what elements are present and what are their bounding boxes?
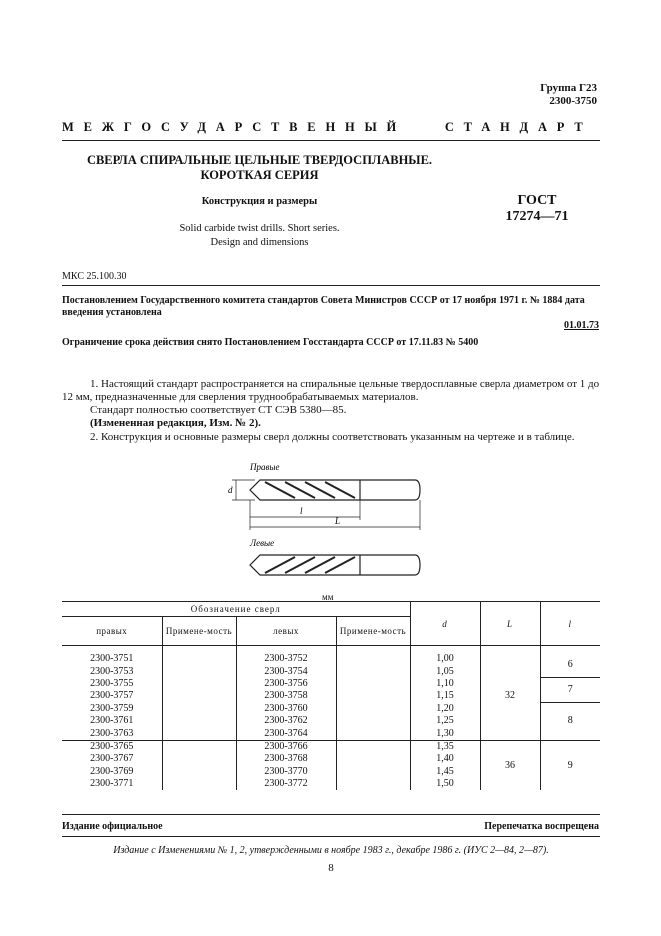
cell-L-32: 32 <box>480 653 540 740</box>
paragraph-1: 1. Настоящий стандарт распространяется на спиральные цельные твердосплавные сверла диаметром от 1 до 12 мм, предназначенные для сверления труднообрабатываемых материалов. <box>62 378 600 403</box>
cell-right: 2300-3767 <box>90 753 134 765</box>
cell-right: 2300-3755 <box>90 677 134 689</box>
dim-l-label: l <box>300 506 303 516</box>
page-number: 8 <box>328 862 334 874</box>
cell-d: 1,05 <box>410 665 480 677</box>
col-header-apply1: Примене-мость <box>162 617 236 646</box>
unit-label: мм <box>322 592 334 602</box>
left-drill-figure <box>250 555 420 575</box>
cell-left: 2300-3766 <box>236 740 336 753</box>
cell-right: 2300-3757 <box>90 690 134 702</box>
footer-bottom-divider <box>62 836 600 837</box>
cell-d: 1,35 <box>410 740 480 753</box>
col-header-l: l <box>540 602 600 646</box>
restriction-text: Ограничение срока действия снято Постановлением Госстандарта СССР от 17.11.83 № 5400 <box>62 337 479 348</box>
cell-l-8: 8 <box>540 703 600 741</box>
col-header-apply2: Примене-мость <box>336 617 410 646</box>
english-title <box>62 222 457 250</box>
right-drill-dimensions <box>232 480 420 530</box>
title-subtitle: Конструкция и размеры <box>201 196 318 207</box>
cell-right: 2300-3765 <box>90 740 134 752</box>
col-header-d: d <box>410 602 480 646</box>
document-title <box>62 153 457 183</box>
english-title-line-1: Solid carbide twist drills. Short series. <box>179 223 340 234</box>
cell-d: 1,00 <box>410 653 480 665</box>
cell-left: 2300-3762 <box>236 715 336 727</box>
right-drill-label: Правые <box>250 462 280 472</box>
cell-left: 2300-3752 <box>236 653 336 665</box>
cell-right: 2300-3763 <box>90 727 134 739</box>
cell-right: 2300-3771 <box>90 778 134 790</box>
col-header-L: L <box>480 602 540 646</box>
paragraph-3: (Измененная редакция, Изм. № 2). <box>90 417 261 429</box>
official-edition-label: Издание официальное <box>62 821 163 832</box>
cell-l-7: 7 <box>540 678 600 703</box>
table-row <box>62 653 600 665</box>
cell-left: 2300-3754 <box>236 665 336 677</box>
right-drill-figure <box>250 480 420 500</box>
effective-date: 01.01.73 <box>564 320 599 331</box>
dim-L-label: L <box>335 516 341 526</box>
gost-number: 17274—71 <box>505 209 569 224</box>
cell-left: 2300-3756 <box>236 678 336 690</box>
dimensions-table <box>62 601 600 790</box>
title-line-2: КОРОТКАЯ СЕРИЯ <box>200 168 319 182</box>
cell-L-36: 36 <box>480 740 540 790</box>
left-drill-label: Левые <box>250 538 275 548</box>
cell-left: 2300-3770 <box>236 766 336 778</box>
group-label: Группа Г23 <box>540 82 597 94</box>
footer-divider <box>62 814 600 815</box>
english-title-line-2: Design and dimensions <box>210 237 309 248</box>
dim-d-label: d <box>228 485 233 495</box>
reprint-notice: Перепечатка воспрещена <box>484 821 599 832</box>
paragraph-2: Стандарт полностью соответствует СТ СЭВ 5380—85. <box>90 404 347 416</box>
title-line-1: СВЕРЛА СПИРАЛЬНЫЕ ЦЕЛЬНЫЕ ТВЕРДОСПЛАВНЫЕ. <box>86 153 433 167</box>
cell-d: 1,50 <box>410 778 480 790</box>
cell-right: 2300-3769 <box>90 765 134 777</box>
mks-code: МКС 25.100.30 <box>62 271 127 282</box>
standard-banner: МЕЖГОСУДАРСТВЕННЫЙ СТАНДАРТ <box>62 120 593 134</box>
cell-right: 2300-3753 <box>90 665 134 677</box>
table-group-header: Обозначение сверл <box>190 604 281 614</box>
gost-label: ГОСТ <box>517 193 557 208</box>
resolution-text: Постановлением Государственного комитета стандартов Совета Министров СССР от 17 ноября 1971 г. № 1884 дата введения установлена <box>62 295 585 318</box>
cell-d: 1,40 <box>410 753 480 765</box>
banner-divider <box>62 140 600 141</box>
cell-l-6: 6 <box>540 653 600 678</box>
cell-d: 1,10 <box>410 678 480 690</box>
drill-drawing <box>210 460 430 588</box>
cell-d: 1,15 <box>410 690 480 702</box>
paragraph-4: 2. Конструкция и основные размеры сверл должны соответствовать указанным на чертеже и в таблице. <box>90 431 575 443</box>
table-row <box>62 740 600 753</box>
col-header-right: правых <box>96 626 128 636</box>
cell-right: 2300-3751 <box>90 653 134 665</box>
edition-note: Издание с Изменениями № 1, 2, утвержденными в ноябре 1983 г., декабре 1986 г. (ИУС 2—84, 2—87). <box>113 845 549 856</box>
cell-l-9: 9 <box>540 740 600 790</box>
cell-right: 2300-3759 <box>90 702 134 714</box>
group-code: 2300-3750 <box>549 95 597 107</box>
group-info <box>540 82 597 108</box>
cell-left: 2300-3760 <box>236 703 336 715</box>
col-header-left: левых <box>236 617 336 646</box>
cell-left: 2300-3772 <box>236 778 336 790</box>
cell-d: 1,25 <box>410 715 480 727</box>
cell-right: 2300-3761 <box>90 715 134 727</box>
cell-d: 1,20 <box>410 703 480 715</box>
cell-d: 1,30 <box>410 727 480 740</box>
mks-divider <box>62 285 600 286</box>
cell-d: 1,45 <box>410 766 480 778</box>
cell-left: 2300-3758 <box>236 690 336 702</box>
cell-left: 2300-3768 <box>236 753 336 765</box>
gost-designation <box>492 193 582 225</box>
cell-left: 2300-3764 <box>236 727 336 740</box>
